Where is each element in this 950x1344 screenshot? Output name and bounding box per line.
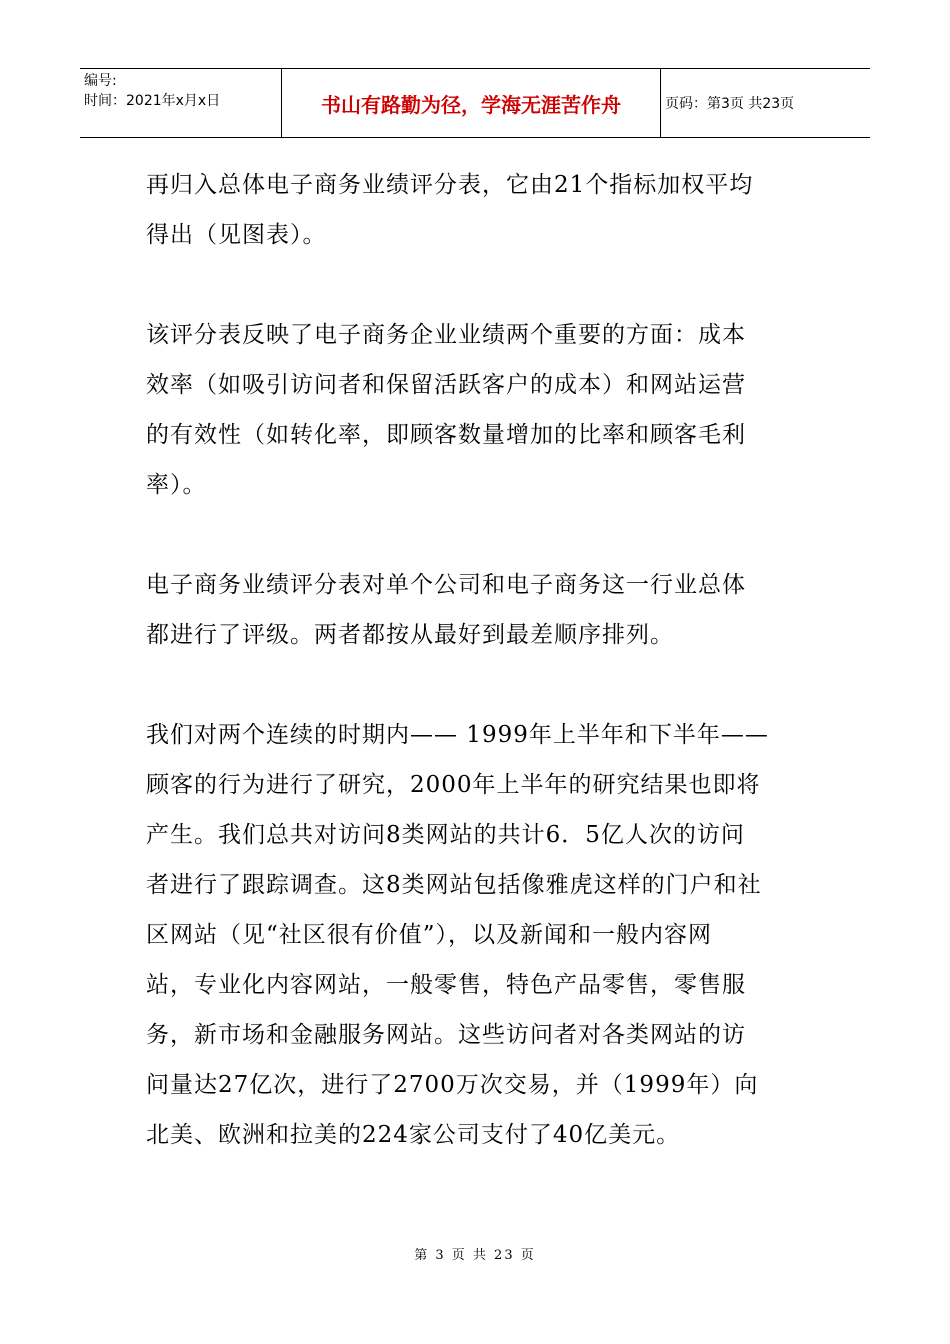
- text-line: 产生。我们总共对访问8类网站的共计6．5亿人次的访问: [146, 822, 745, 848]
- paragraph: [146, 560, 806, 660]
- header-motto: 书山有路勤为径，学海无涯苦作舟: [282, 69, 661, 137]
- text-line: 的有效性（如转化率，即顾客数量增加的比率和顾客毛利: [146, 422, 746, 448]
- document-time-label: 时间：2021年x月x日: [84, 93, 221, 109]
- text-line: 站，专业化内容网站，一般零售，特色产品零售，零售服: [146, 972, 746, 998]
- text-line: 该评分表反映了电子商务企业业绩两个重要的方面：成本: [146, 322, 746, 348]
- page-header: [80, 68, 870, 138]
- page-footer: 第 3 页 共 23 页: [414, 1248, 536, 1263]
- text-line: 得出（见图表）。: [146, 222, 327, 248]
- text-line: 务，新市场和金融服务网站。这些访问者对各类网站的访: [146, 1022, 746, 1048]
- text-line: 区网站（见“社区很有价值”），以及新闻和一般内容网: [146, 922, 713, 948]
- document-body: [146, 160, 806, 1160]
- header-page-info: 页码：第3页 共23页: [665, 96, 795, 112]
- text-line: 我们对两个连续的时期内—— 1999年上半年和下半年——: [146, 722, 769, 748]
- text-line: 效率（如吸引访问者和保留活跃客户的成本）和网站运营: [146, 372, 746, 398]
- text-line: 者进行了跟踪调查。这8类网站包括像雅虎这样的门户和社: [146, 872, 762, 898]
- paragraph: [146, 710, 806, 1160]
- text-line: 顾客的行为进行了研究，2000年上半年的研究结果也即将: [146, 772, 761, 798]
- paragraph: [146, 160, 806, 260]
- text-line: 电子商务业绩评分表对单个公司和电子商务这一行业总体: [146, 572, 746, 598]
- text-line: 北美、欧洲和拉美的224家公司支付了40亿美元。: [146, 1122, 681, 1148]
- text-line: 都进行了评级。两者都按从最好到最差顺序排列。: [146, 622, 674, 648]
- paragraph: [146, 310, 806, 510]
- text-line: 问量达27亿次，进行了2700万次交易，并（1999年）向: [146, 1072, 759, 1098]
- text-line: 率）。: [146, 472, 207, 498]
- text-line: 再归入总体电子商务业绩评分表，它由21个指标加权平均: [146, 172, 754, 198]
- header-meta: [80, 69, 282, 137]
- document-number-label: 编号:: [84, 73, 117, 89]
